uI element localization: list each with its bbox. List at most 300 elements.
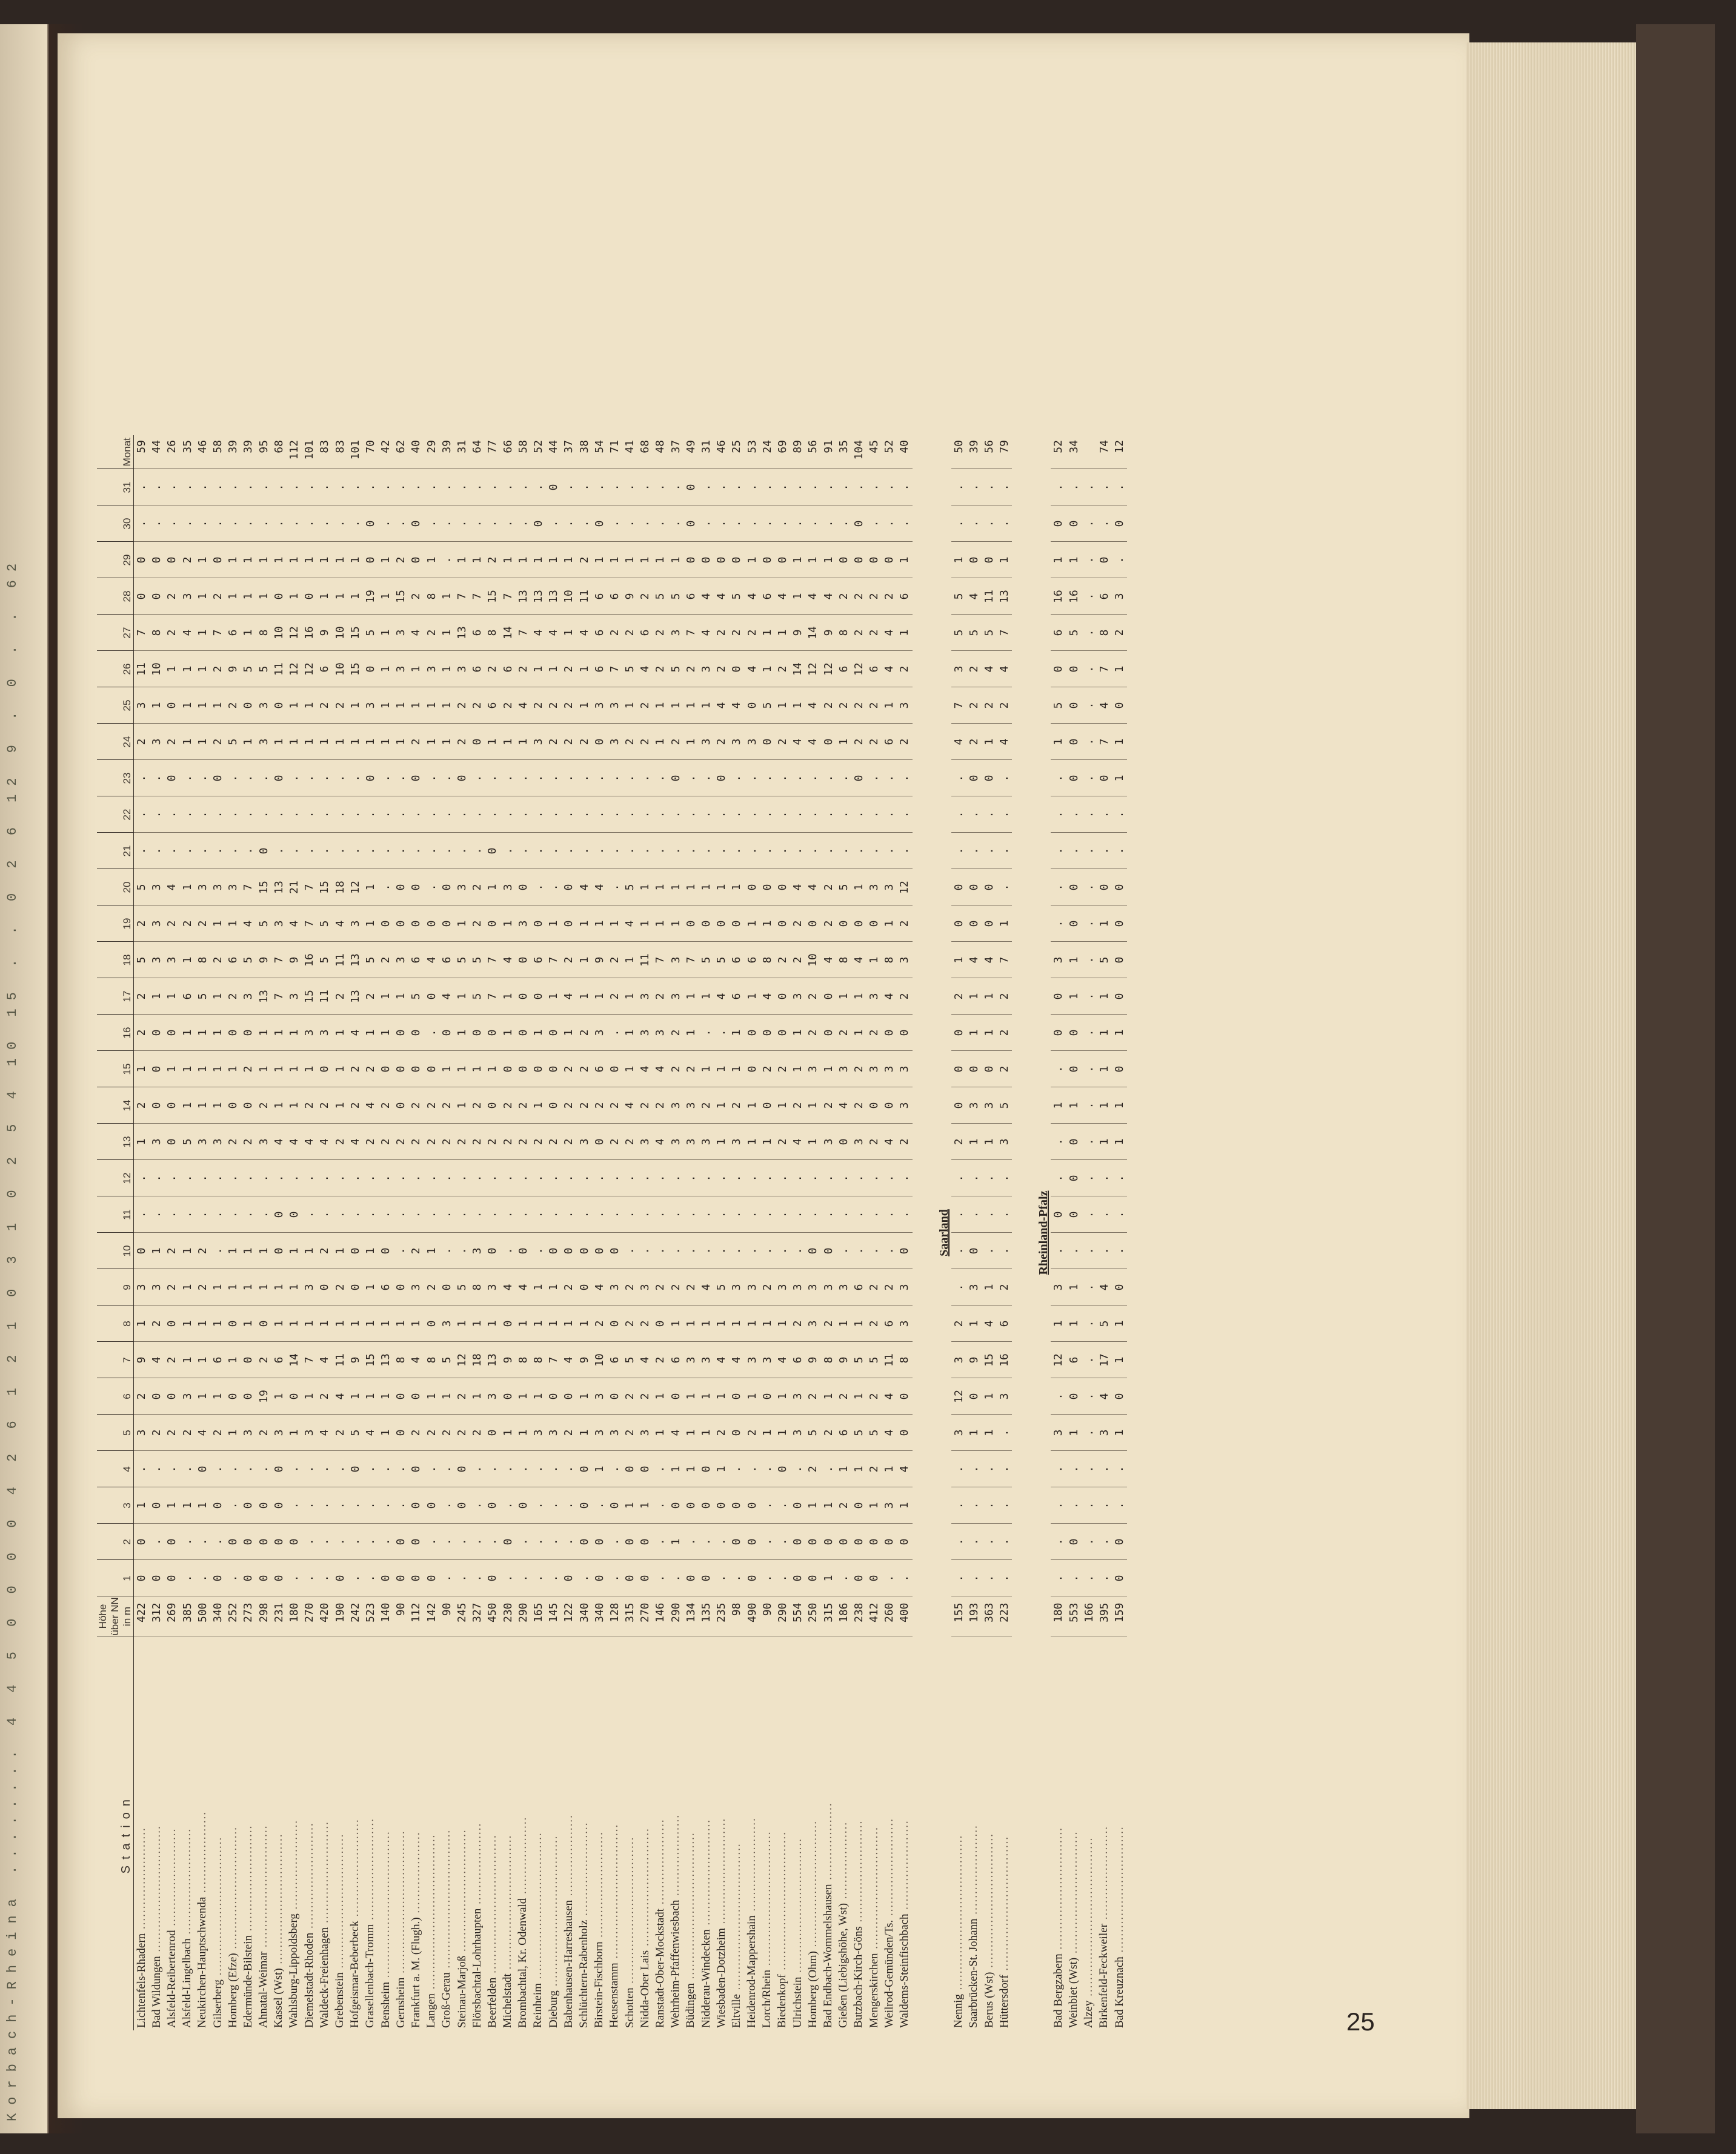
day-value-cell: 3 <box>531 724 546 760</box>
day-value-cell: 0 <box>699 905 714 942</box>
station-name: Weinbiet (Wst) <box>1067 1957 1080 2028</box>
day-value-cell: 0 <box>592 1124 607 1160</box>
day-value-cell: . <box>210 1451 225 1487</box>
day-value-cell: . <box>561 760 576 796</box>
day-value-cell: . <box>378 505 393 542</box>
day-value-cell: 3 <box>393 615 408 651</box>
day-value-cell: . <box>805 1196 820 1233</box>
day-value-cell: 2 <box>424 1087 439 1124</box>
station-name: Groß-Gerau <box>440 1972 453 2028</box>
day-value-cell: 6 <box>378 1269 393 1305</box>
day-value-cell: 15 <box>485 578 500 615</box>
day-value-cell: 0 <box>653 1305 668 1342</box>
day-value-cell: 1 <box>668 1451 683 1487</box>
day-value-cell: . <box>501 833 516 869</box>
day-value-cell: 0 <box>164 1524 179 1560</box>
day-value-cell: 3 <box>805 1051 820 1087</box>
month-total-cell: 95 <box>256 435 271 469</box>
day-value-cell: 1 <box>607 905 622 942</box>
page-number: 25 <box>1346 2007 1375 2036</box>
day-value-cell: 0 <box>271 1524 287 1560</box>
day-value-cell: 3 <box>805 1305 820 1342</box>
day-value-cell: . <box>317 469 332 505</box>
day-value-cell: . <box>439 1196 454 1233</box>
day-value-cell: 2 <box>164 1233 179 1269</box>
table-row <box>149 435 164 2030</box>
day-value-cell: 3 <box>1112 578 1127 615</box>
day-value-cell: 2 <box>149 1415 164 1451</box>
station-name: Lorch/Rhein <box>760 1969 774 2028</box>
day-value-cell: 2 <box>836 1015 851 1051</box>
day-value-cell: 0 <box>531 1051 546 1087</box>
day-value-cell: . <box>966 1160 982 1196</box>
day-value-cell: 1 <box>210 1015 225 1051</box>
leader-dots: .............................. <box>1067 1830 1080 1958</box>
day-value-cell: 0 <box>149 1015 164 1051</box>
day-value-cell: 1 <box>210 1269 225 1305</box>
day-value-cell: 2 <box>760 1269 775 1305</box>
day-value-cell: 1 <box>256 1051 271 1087</box>
day-value-cell: 3 <box>951 1415 966 1451</box>
day-value-cell: . <box>637 1196 653 1233</box>
station-name: Nidda-Ober Lais <box>638 1950 651 2028</box>
day-value-cell: . <box>516 1524 531 1560</box>
month-total-cell: 56 <box>982 435 997 469</box>
day-value-cell: 0 <box>393 1015 408 1051</box>
leader-dots: .................................... <box>730 1842 743 1995</box>
day-value-cell: 0 <box>790 1560 805 1596</box>
day-value-cell: 0 <box>1112 1524 1127 1560</box>
day-value-cell: . <box>637 760 653 796</box>
day-value-cell: 1 <box>1051 542 1066 578</box>
day-value-cell: 1 <box>805 542 820 578</box>
height-cell: 412 <box>866 1596 882 1636</box>
day-value-cell: 0 <box>745 687 760 724</box>
day-value-cell: . <box>775 1196 790 1233</box>
day-value-cell: . <box>576 505 591 542</box>
day-value-cell: 15 <box>393 578 408 615</box>
day-value-cell: . <box>745 796 760 833</box>
station-name: Nidderau-Windecken <box>699 1929 713 2028</box>
day-value-cell: . <box>225 760 241 796</box>
day-value-cell: . <box>760 1196 775 1233</box>
day-value-cell: . <box>997 869 1012 905</box>
day-value-cell: . <box>378 1487 393 1524</box>
day-value-cell: . <box>454 796 470 833</box>
station-cell <box>1097 1636 1112 2030</box>
day-value-cell: . <box>775 833 790 869</box>
day-value-cell: 0 <box>271 760 287 796</box>
day-value-cell: . <box>180 1160 195 1196</box>
day-value-cell: 2 <box>714 615 729 651</box>
day-value-cell: 2 <box>592 1087 607 1124</box>
day-value-cell: 13 <box>378 1342 393 1378</box>
day-value-cell: . <box>287 760 302 796</box>
day-value-cell: 2 <box>997 1269 1012 1305</box>
day-value-cell: 0 <box>576 1233 591 1269</box>
day-value-cell: 5 <box>951 578 966 615</box>
day-value-cell: 4 <box>1097 1378 1112 1415</box>
day-value-cell: 1 <box>241 542 256 578</box>
height-cell: 340 <box>576 1596 591 1636</box>
station-cell <box>195 1636 210 2030</box>
day-value-cell: 0 <box>836 542 851 578</box>
height-cell: 420 <box>317 1596 332 1636</box>
day-value-cell: . <box>1082 905 1097 942</box>
leader-dots: .............................. <box>455 1829 468 1956</box>
day-value-cell: 0 <box>745 1560 760 1596</box>
day-value-cell: 4 <box>164 869 179 905</box>
day-value-cell: . <box>546 505 561 542</box>
day-value-cell: 0 <box>225 1378 241 1415</box>
day-value-cell: 1 <box>622 1051 637 1087</box>
day-value-cell: 1 <box>271 1015 287 1051</box>
day-value-cell: . <box>745 469 760 505</box>
day-value-cell: . <box>424 760 439 796</box>
station-cell <box>683 1636 699 2030</box>
day-value-cell: 0 <box>164 1124 179 1160</box>
day-value-cell: 4 <box>982 651 997 687</box>
day-value-cell: . <box>271 796 287 833</box>
station-cell <box>225 1636 241 2030</box>
day-value-cell: 2 <box>851 724 866 760</box>
day-value-cell: 6 <box>637 615 653 651</box>
day-value-cell: . <box>1082 1233 1097 1269</box>
day-value-cell: 15 <box>982 1342 997 1378</box>
day-value-cell: 1 <box>408 687 424 724</box>
station-name: Alsfeld-Reibertenrod <box>165 1930 178 2028</box>
day-value-cell: 2 <box>485 1124 500 1160</box>
day-value-cell: 1 <box>622 1487 637 1524</box>
day-value-cell: 1 <box>256 1015 271 1051</box>
day-value-cell: 0 <box>592 1524 607 1560</box>
header-day-8: 8 <box>97 1305 134 1342</box>
day-value-cell: 6 <box>592 651 607 687</box>
day-value-cell: 7 <box>683 615 699 651</box>
day-value-cell: 0 <box>241 1015 256 1051</box>
day-value-cell: . <box>363 796 378 833</box>
day-value-cell: 1 <box>851 1378 866 1415</box>
header-day-1: 1 <box>97 1560 134 1596</box>
day-value-cell: . <box>836 469 851 505</box>
table-row <box>1112 435 1127 2030</box>
day-value-cell: 1 <box>348 687 363 724</box>
day-value-cell: 1 <box>997 542 1012 578</box>
day-value-cell: 4 <box>241 905 256 942</box>
day-value-cell: 0 <box>729 905 744 942</box>
day-value-cell: 2 <box>164 1269 179 1305</box>
day-value-cell: . <box>1066 1233 1082 1269</box>
day-value-cell: 9 <box>501 1342 516 1378</box>
day-value-cell: . <box>332 833 347 869</box>
day-value-cell: 9 <box>287 942 302 978</box>
day-value-cell: . <box>1082 1124 1097 1160</box>
day-value-cell: . <box>745 1451 760 1487</box>
header-day-20: 20 <box>97 869 134 905</box>
day-value-cell: 0 <box>836 1524 851 1560</box>
day-value-cell: . <box>836 1560 851 1596</box>
day-value-cell: 2 <box>134 905 150 942</box>
day-value-cell: 0 <box>866 1560 882 1596</box>
day-value-cell: 2 <box>180 542 195 578</box>
day-value-cell: 2 <box>866 1451 882 1487</box>
table-row <box>439 435 454 2030</box>
day-value-cell: 3 <box>951 651 966 687</box>
day-value-cell: . <box>287 505 302 542</box>
month-total-cell: 24 <box>760 435 775 469</box>
day-value-cell: 4 <box>790 724 805 760</box>
day-value-cell: 1 <box>668 687 683 724</box>
day-value-cell: 0 <box>241 1560 256 1596</box>
day-value-cell: 2 <box>820 869 836 905</box>
day-value-cell: 0 <box>699 1487 714 1524</box>
day-value-cell: 1 <box>866 1487 882 1524</box>
day-value-cell: 1 <box>439 1378 454 1415</box>
leader-dots: ...................................... <box>952 1834 965 1995</box>
day-value-cell: 0 <box>1097 542 1112 578</box>
day-value-cell: 12 <box>1051 1342 1066 1378</box>
day-value-cell: . <box>302 1487 317 1524</box>
day-value-cell: 1 <box>516 1378 531 1415</box>
station-cell <box>729 1636 744 2030</box>
day-value-cell: 3 <box>637 1415 653 1451</box>
day-value-cell: 6 <box>607 578 622 615</box>
day-value-cell: 0 <box>561 905 576 942</box>
day-value-cell: 1 <box>271 1269 287 1305</box>
day-value-cell: 0 <box>951 869 966 905</box>
day-value-cell: . <box>317 796 332 833</box>
height-cell: 122 <box>561 1596 576 1636</box>
day-value-cell: . <box>714 796 729 833</box>
day-value-cell: . <box>882 760 897 796</box>
day-value-cell: . <box>439 1487 454 1524</box>
day-value-cell: 3 <box>637 1269 653 1305</box>
day-value-cell: . <box>531 1451 546 1487</box>
day-value-cell: . <box>180 760 195 796</box>
station-name: Neukirchen-Hauptschwenda <box>196 1896 209 2028</box>
day-value-cell: . <box>317 1451 332 1487</box>
day-value-cell: 0 <box>851 1487 866 1524</box>
day-value-cell: 1 <box>439 1051 454 1087</box>
header-day-2: 2 <box>97 1524 134 1560</box>
day-value-cell: 0 <box>424 1560 439 1596</box>
day-value-cell: 10 <box>592 1342 607 1378</box>
day-value-cell: . <box>164 796 179 833</box>
day-value-cell: . <box>271 505 287 542</box>
day-value-cell: 8 <box>149 615 164 651</box>
day-value-cell: . <box>149 796 164 833</box>
day-value-cell: 3 <box>501 869 516 905</box>
day-value-cell: 0 <box>363 542 378 578</box>
day-value-cell: 1 <box>195 651 210 687</box>
day-value-cell: . <box>637 1160 653 1196</box>
day-value-cell: . <box>546 796 561 833</box>
day-value-cell: 1 <box>439 615 454 651</box>
day-value-cell: . <box>561 505 576 542</box>
day-value-cell: 7 <box>302 1342 317 1378</box>
day-value-cell: . <box>997 1415 1012 1451</box>
table-row <box>851 435 866 2030</box>
day-value-cell: 2 <box>790 905 805 942</box>
leader-dots: ......................... <box>852 1819 865 1927</box>
month-total-cell <box>1082 435 1097 469</box>
day-value-cell: 2 <box>454 1124 470 1160</box>
station-cell <box>180 1636 195 2030</box>
day-value-cell: 1 <box>195 1305 210 1342</box>
day-value-cell: . <box>668 1196 683 1233</box>
day-value-cell: 2 <box>637 578 653 615</box>
day-value-cell: . <box>982 1524 997 1560</box>
day-value-cell: . <box>424 505 439 542</box>
day-value-cell: 12 <box>287 651 302 687</box>
day-value-cell: . <box>982 469 997 505</box>
day-value-cell: 0 <box>966 869 982 905</box>
day-value-cell: 0 <box>241 1487 256 1524</box>
day-value-cell: 1 <box>1051 1087 1066 1124</box>
day-value-cell: 1 <box>501 724 516 760</box>
day-value-cell: 2 <box>561 1051 576 1087</box>
day-value-cell: . <box>378 1160 393 1196</box>
day-value-cell: 0 <box>195 1451 210 1487</box>
month-total-cell: 35 <box>180 435 195 469</box>
day-value-cell: . <box>760 760 775 796</box>
station-name: Homberg (Efze) <box>226 1953 239 2028</box>
day-value-cell: . <box>775 760 790 796</box>
day-value-cell: 1 <box>180 1087 195 1124</box>
station-cell <box>966 1636 982 2030</box>
station-name: Grasellenbach-Tromm <box>364 1924 377 2028</box>
day-value-cell: . <box>982 1196 997 1233</box>
day-value-cell: 2 <box>241 1051 256 1087</box>
day-value-cell: 14 <box>501 615 516 651</box>
day-value-cell: 1 <box>576 1415 591 1451</box>
day-value-cell: 3 <box>790 1378 805 1415</box>
day-value-cell: 2 <box>622 615 637 651</box>
day-value-cell: 2 <box>622 1124 637 1160</box>
month-total-cell: 35 <box>836 435 851 469</box>
day-value-cell: . <box>1051 833 1066 869</box>
day-value-cell: 4 <box>714 1342 729 1378</box>
day-value-cell: . <box>1112 1233 1127 1269</box>
month-total-cell: 25 <box>729 435 744 469</box>
day-value-cell: 2 <box>225 687 241 724</box>
day-value-cell: . <box>836 796 851 833</box>
day-value-cell: . <box>653 1196 668 1233</box>
day-value-cell: 2 <box>805 1451 820 1487</box>
day-value-cell: 13 <box>348 942 363 978</box>
day-value-cell: 2 <box>622 1378 637 1415</box>
day-value-cell: 0 <box>408 1487 424 1524</box>
day-value-cell: . <box>951 1160 966 1196</box>
day-value-cell: . <box>241 505 256 542</box>
day-value-cell: . <box>699 505 714 542</box>
day-value-cell: 5 <box>348 1415 363 1451</box>
day-value-cell: 3 <box>607 1415 622 1451</box>
day-value-cell: 2 <box>653 1342 668 1378</box>
day-value-cell: 1 <box>683 687 699 724</box>
day-value-cell: . <box>378 833 393 869</box>
day-value-cell: 0 <box>683 1487 699 1524</box>
day-value-cell: 1 <box>982 1124 997 1160</box>
day-value-cell: 1 <box>729 1305 744 1342</box>
day-value-cell: 4 <box>882 1415 897 1451</box>
day-value-cell: . <box>653 1233 668 1269</box>
day-value-cell: . <box>1051 869 1066 905</box>
station-name: Bad Bergzabern <box>1051 1953 1065 2028</box>
day-value-cell: . <box>180 1451 195 1487</box>
day-value-cell: 3 <box>256 724 271 760</box>
day-value-cell: 0 <box>164 760 179 796</box>
day-value-cell: . <box>195 833 210 869</box>
day-value-cell: 0 <box>149 1378 164 1415</box>
height-cell: 490 <box>745 1596 760 1636</box>
day-value-cell: 2 <box>561 942 576 978</box>
station-name: Bad Endbach-Wommelshausen <box>822 1884 835 2028</box>
day-value-cell: . <box>607 1524 622 1560</box>
day-value-cell: 1 <box>424 724 439 760</box>
day-value-cell: 2 <box>897 1124 912 1160</box>
header-day-22: 22 <box>97 796 134 833</box>
day-value-cell: . <box>897 469 912 505</box>
day-value-cell: . <box>1051 1560 1066 1596</box>
day-value-cell: . <box>164 1196 179 1233</box>
station-name: Wehrheim-Pfaffenwiesbach <box>669 1899 682 2028</box>
day-value-cell: 1 <box>1097 1124 1112 1160</box>
station-name: Gernsheim <box>394 1977 407 2028</box>
day-value-cell: . <box>607 1160 622 1196</box>
station-name: Waldems-Steinfischbach <box>897 1913 911 2028</box>
day-value-cell: . <box>164 1451 179 1487</box>
day-value-cell: 0 <box>760 724 775 760</box>
day-value-cell: . <box>317 1196 332 1233</box>
day-value-cell: 0 <box>485 833 500 869</box>
day-value-cell: 0 <box>164 1087 179 1124</box>
day-value-cell: . <box>668 505 683 542</box>
day-value-cell: 3 <box>897 942 912 978</box>
day-value-cell: 0 <box>576 1487 591 1524</box>
day-value-cell: . <box>897 796 912 833</box>
table-row <box>745 435 760 2030</box>
day-value-cell: 0 <box>1066 1160 1082 1196</box>
table-row <box>699 435 714 2030</box>
day-value-cell: . <box>951 833 966 869</box>
day-value-cell: . <box>195 1560 210 1596</box>
day-value-cell: 2 <box>210 1415 225 1451</box>
day-value-cell: 3 <box>302 1015 317 1051</box>
day-value-cell: . <box>683 1160 699 1196</box>
table-row <box>241 435 256 2030</box>
day-value-cell: 1 <box>982 1015 997 1051</box>
day-value-cell: . <box>866 1233 882 1269</box>
day-value-cell: . <box>501 505 516 542</box>
month-total-cell: 54 <box>592 435 607 469</box>
day-value-cell: 3 <box>997 1124 1012 1160</box>
day-value-cell: . <box>241 1160 256 1196</box>
day-value-cell: 0 <box>576 1524 591 1560</box>
day-value-cell: 3 <box>485 1269 500 1305</box>
day-value-cell: . <box>714 833 729 869</box>
day-value-cell: 2 <box>997 1051 1012 1087</box>
station-cell <box>332 1636 347 2030</box>
leader-dots: ........................ <box>165 1827 178 1930</box>
leader-dots: .................................. <box>440 1829 453 1973</box>
day-value-cell: . <box>302 1160 317 1196</box>
day-value-cell: 0 <box>393 1560 408 1596</box>
day-value-cell: . <box>546 1524 561 1560</box>
height-cell: 98 <box>729 1596 744 1636</box>
day-value-cell: 6 <box>1051 615 1066 651</box>
day-value-cell: . <box>225 1160 241 1196</box>
